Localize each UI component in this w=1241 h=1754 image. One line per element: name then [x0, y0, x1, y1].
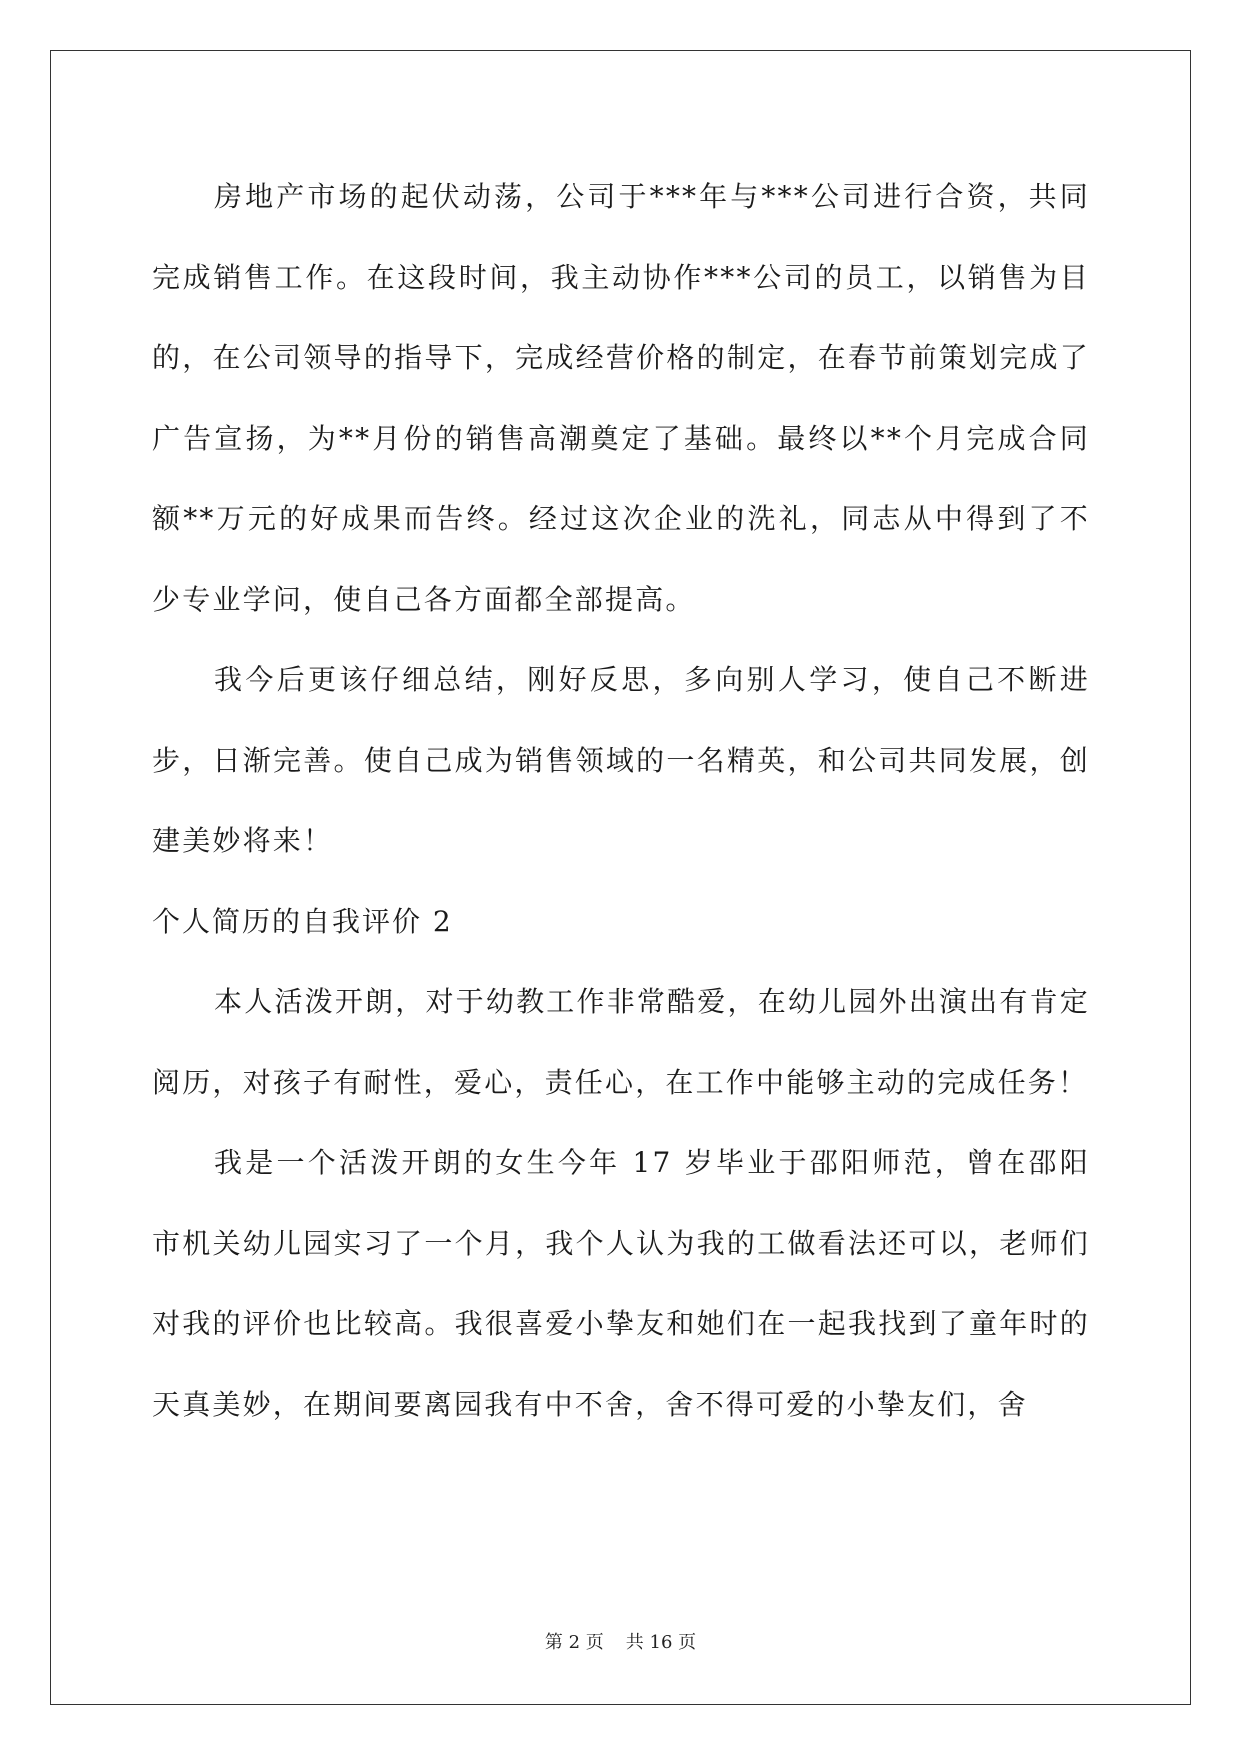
paragraph-internship: 我是一个活泼开朗的女生今年 17 岁毕业于邵阳师范，曾在邵阳市机关幼儿园实习了一个月，我个人认为我的工做看法还可以，老师们对我的评价也比较高。我很喜爱小挚友和她们在一起我找到了童年时的天真美妙，在期间要离园我有中不舍，舍不得可爱的小挚友们，舍: [152, 1146, 1090, 1421]
paragraph-self-evaluation: 本人活泼开朗，对于幼教工作非常酷爱，在幼儿园外出演出有肯定阅历，对孩子有耐性，爱心，责任心，在工作中能够主动的完成任务！: [152, 985, 1090, 1099]
page-number: 第 2 页: [544, 1632, 604, 1653]
section-heading: 个人简历的自我评价 2: [152, 904, 453, 938]
paragraph-sales-experience: 房地产市场的起伏动荡，公司于***年与***公司进行合资，共同完成销售工作。在这段时间，我主动协作***公司的员工，以销售为目的，在公司领导的指导下，完成经营价格的制定，在春节前策划完成了广告宣扬，为**月份的销售高潮奠定了基础。最终以**个月完成合同额**万元的好成果而告终。经过这次企业的洗礼，同志从中得到了不少专业学问，使自己各方面都全部提高。: [152, 180, 1090, 616]
page-footer: [0, 1628, 1241, 1654]
document-body: [152, 157, 1090, 1445]
paragraph-future-plan: 我今后更该仔细总结，刚好反思，多向别人学习，使自己不断进步，日渐完善。使自己成为销售领域的一名精英，和公司共同发展，创建美妙将来！: [152, 663, 1090, 857]
page-total: 共 16 页: [625, 1632, 697, 1653]
